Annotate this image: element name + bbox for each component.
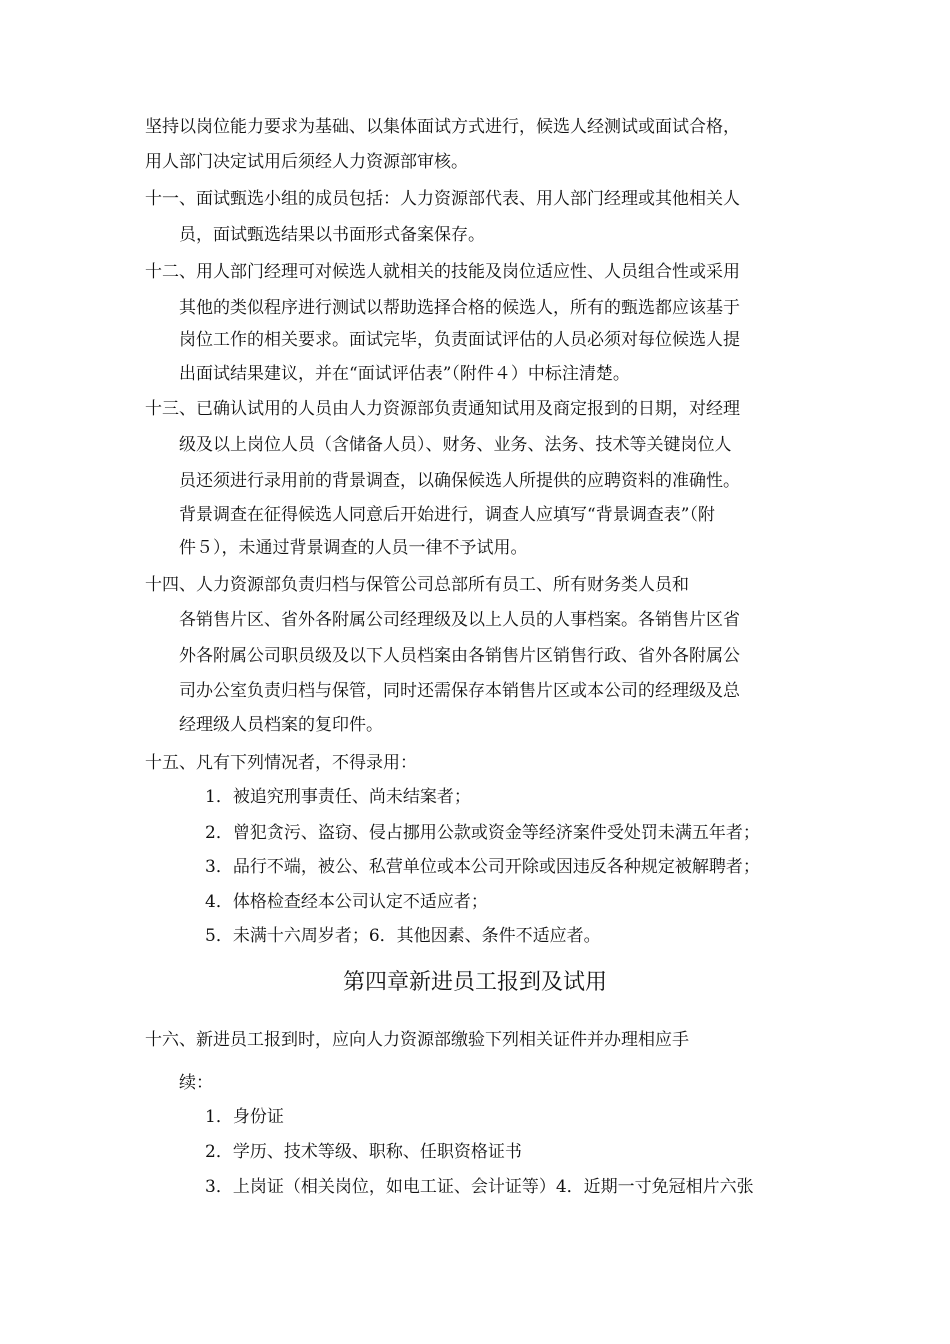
clause-11-line-2: 员，面试甄选结果以书面形式备案保存。: [179, 225, 485, 245]
clause-14-line-2: 各销售片区、省外各附属公司经理级及以上人员的人事档案。各销售片区省: [179, 610, 740, 630]
chapter-title: 第四章新进员工报到及试用: [342, 970, 607, 995]
clause-12-line-1: 十二、用人部门经理可对候选人就相关的技能及岗位适应性、人员组合性或采用: [145, 262, 740, 282]
clause-11-line-1: 十一、面试甄选小组的成员包括：人力资源部代表、用人部门经理或其他相关人: [145, 189, 740, 209]
clause-15-title: 十五、凡有下列情况者，不得录用：: [145, 753, 417, 773]
clause-12-line-3: 岗位工作的相关要求。面试完毕，负责面试评估的人员必须对每位候选人提: [179, 330, 740, 350]
clause-15-item-2: 2．曾犯贪污、盗窃、侵占挪用公款或资金等经济案件受处罚未满五年者；: [205, 823, 760, 843]
clause-15-item-1: 1．被追究刑事责任、尚未结案者；: [205, 787, 471, 807]
clause-12-line-2: 其他的类似程序进行测试以帮助选择合格的候选人，所有的甄选都应该基于: [179, 298, 740, 318]
clause-15-item-3: 3．品行不端，被公、私营单位或本公司开除或因违反各种规定被解聘者；: [205, 857, 760, 877]
clause-13-line-5: 件５），未通过背景调查的人员一律不予试用。: [179, 538, 528, 558]
intro-line-1: 坚持以岗位能力要求为基础、以集体面试方式进行，候选人经测试或面试合格，: [145, 117, 740, 137]
clause-15-item-4: 4．体格检查经本公司认定不适应者；: [205, 892, 488, 912]
clause-14-line-4: 司办公室负责归档与保管，同时还需保存本销售片区或本公司的经理级及总: [179, 681, 740, 701]
intro-line-2: 用人部门决定试用后须经人力资源部审核。: [145, 152, 468, 172]
clause-12-line-4: 出面试结果建议，并在“面试评估表”（附件４）中标注清楚。: [179, 364, 630, 384]
clause-13-line-2: 级及以上岗位人员（含储备人员）、财务、业务、法务、技术等关键岗位人: [179, 435, 732, 455]
clause-14-line-1: 十四、人力资源部负责归档与保管公司总部所有员工、所有财务类人员和: [145, 575, 689, 595]
clause-16-item-1: 1．身份证: [205, 1107, 284, 1127]
clause-14-line-5: 经理级人员档案的复印件。: [179, 715, 383, 735]
clause-16-line-1: 十六、新进员工报到时，应向人力资源部缴验下列相关证件并办理相应手: [145, 1030, 689, 1050]
clause-13-line-1: 十三、已确认试用的人员由人力资源部负责通知试用及商定报到的日期，对经理: [145, 399, 740, 419]
clause-13-line-4: 背景调查在征得候选人同意后开始进行，调查人应填写“背景调查表”（附: [179, 505, 715, 525]
clause-13-line-3: 员还须进行录用前的背景调查，以确保候选人所提供的应聘资料的准确性。: [179, 471, 740, 491]
clause-16-item-2: 2．学历、技术等级、职称、任职资格证书: [205, 1142, 522, 1162]
clause-16-item-3: 3．上岗证（相关岗位，如电工证、会计证等）4．近期一寸免冠相片六张: [205, 1177, 754, 1197]
clause-15-item-5: 5．未满十六周岁者；6．其他因素、条件不适应者。: [205, 926, 601, 946]
clause-14-line-3: 外各附属公司职员级及以下人员档案由各销售片区销售行政、省外各附属公: [179, 646, 740, 666]
clause-16-line-2: 续：: [179, 1073, 213, 1093]
